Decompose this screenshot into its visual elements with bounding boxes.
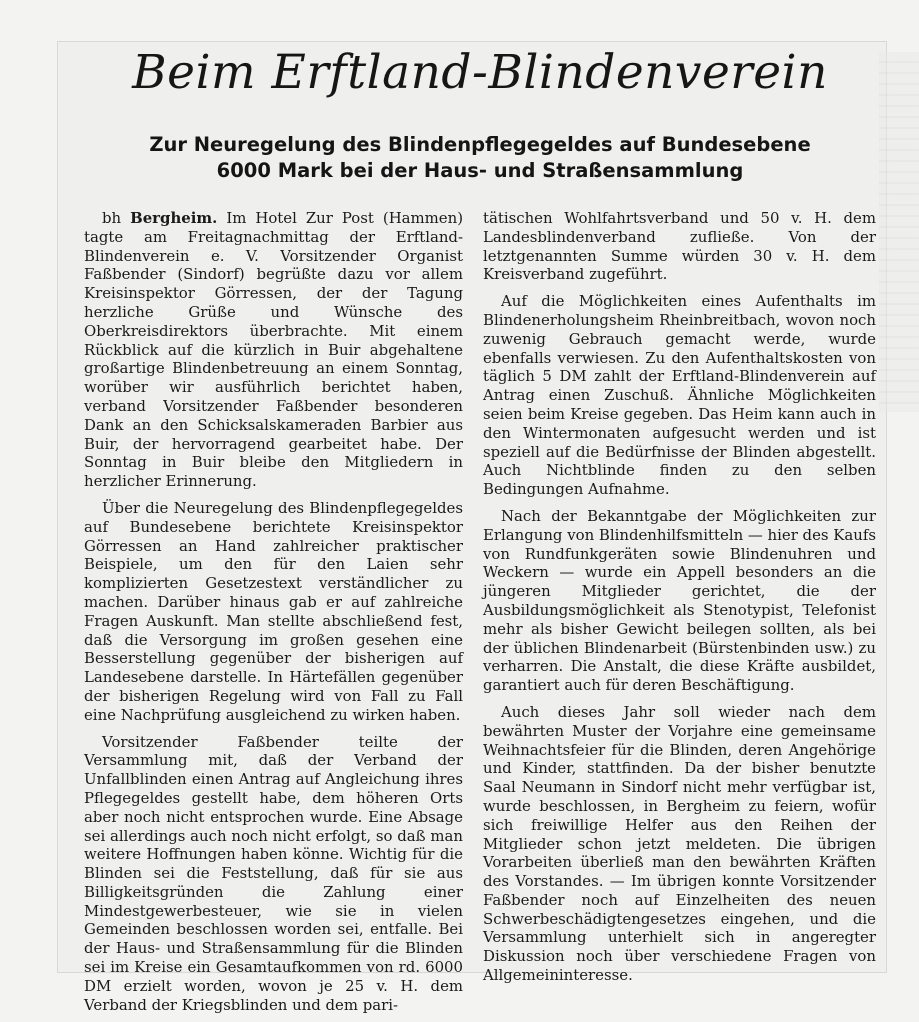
byline: bh <box>102 209 122 227</box>
paragraph-text: Im Hotel Zur Post (Hammen) tagte am Freitagnachmittag der Erftland-Blindenverein e. V. Vorsitzender Organist Faßbender (Sindorf) begrüßte dazu vor allem Kreisinspektor Görressen, der der Tagung herzliche Grüße und Wünsche des Oberkreisdirektors überbrachte. Mit einem Rückblick auf die kürzlich in Buir abgehaltene großartige Blindenbetreuung an einem Sonntag, worüber wir ausführlich berichtet haben, verband Vorsitzender Faßbender besonderen Dank an den Schicksalskameraden Barbier aus Buir, der hervorragend gearbeitet habe. Der Sonntag in Buir bleibe den Mitgliedern in herzlicher Erinnerung. <box>84 209 464 491</box>
headline: Beim Erftland-Blindenverein <box>132 45 828 100</box>
subheading <box>110 132 850 185</box>
paragraph: Auch dieses Jahr soll wieder nach dem bewährten Muster der Vorjahre eine gemeinsame Weihnachtsfeier für die Blinden, deren Angehörige und Kinder, stattfinden. Da der bisher benutzte Saal Neumann in Sindorf nicht mehr verfügbar ist, wurde beschlossen, in Bergheim zu feiern, wofür sich freiwillige Helfer aus den Reihen der Mitglieder schon jetzt meldeten. Die übrigen Vorarbeiten überließ man den bewährten Kräften des Vorstandes. — Im übrigen konnte Vorsitzender Faßbender noch auf Einzelheiten des neuen Schwerbeschädigtengesetzes eingehen, und die Versammlung unterhielt sich in angeregter Diskussion noch über verschiedene Fragen von Allgemeininteresse. <box>483 702 876 985</box>
paragraph: Auf die Möglichkeiten eines Aufenthalts im Blindenerholungsheim Rheinbreitbach, wovon noch zuwenig Gebrauch gemacht werde, wurde ebenfalls verwiesen. Zu den Aufenthaltskosten von täglich 5 DM zahlt der Erftland-Blindenverein auf Antrag einen Zuschuß. Ähnliche Möglichkeiten seien beim Kreise gegeben. Das Heim kann auch in den Wintermonaten aufgesucht werden und ist speziell auf die Bedürfnisse der Blinden abgestellt. Auch Nichtblinde finden zu den selben Bedingungen Aufnahme. <box>483 292 876 499</box>
dateline: Bergheim. <box>130 209 218 227</box>
article-column-right <box>483 209 876 993</box>
paragraph: tätischen Wohlfahrtsverband und 50 v. H. dem Landesblindenverband zufließe. Von der letztgenannten Summe würden 30 v. H. dem Kreisverband zugeführt. <box>483 209 876 284</box>
paragraph <box>84 209 463 491</box>
subheading-line-1: Zur Neuregelung des Blindenpflegegeldes auf Bundesebene <box>149 133 811 156</box>
paragraph: Nach der Bekanntgabe der Möglichkeiten zur Erlangung von Blindenhilfsmitteln — hier des Kaufs von Rundfunkgeräten sowie Blindenuhren und Weckern — wurde ein Appell besonders an die jüngeren Mitglieder gerichtet, die der Ausbildungsmöglichkeit als Stenotypist, Telefonist mehr als bisher Gewicht beilegen sollten, als bei der üblichen Blindenarbeit (Bürstenbinden usw.) zu verharren. Die Anstalt, die diese Kräfte ausbildet, garantiert auch für deren Beschäftigung. <box>483 506 877 695</box>
paragraph: Vorsitzender Faßbender teilte der Versammlung mit, daß der Verband der Unfallblinden einen Antrag auf Angleichung ihres Pflegegeldes gestellt habe, dem höheren Orts aber noch nicht entsprochen wurde. Eine Absage sei allerdings auch noch nicht erfolgt, so daß man weitere Hoffnungen haben könne. Wichtig für die Blinden sei die Feststellung, daß für sie aus Billigkeitsgründen die Zahlung einer Mindestgewerbesteuer, wie sie in vielen Gemeinden beschlossen worden sei, entfalle. Bei der Haus- und Straßensammlung für die Blinden sei im Kreise ein Gesamtaufkommen von rd. 6000 DM erzielt worden, wovon je 25 v. H. dem Verband der Kriegsblinden und dem pari- <box>84 732 463 1014</box>
paragraph: Über die Neuregelung des Blindenpflegegeldes auf Bundesebene berichtete Kreisinspektor Görressen an Hand zahlreicher praktischer Beispiele, um den für den Laien sehr komplizierten Gesetzestext verständlicher zu machen. Darüber hinaus gab er auf zahlreiche Fragen Auskunft. Man stellte abschließend fest, daß die Versorgung im großen gesehen eine Besserstellung gegenüber der bisherigen auf Landesebene darstelle. In Härtefällen gegenüber der bisherigen Regelung wird von Fall zu Fall eine Nachprüfung ausgleichend zu wirken haben. <box>84 498 463 724</box>
adjacent-column-fragment <box>879 52 919 412</box>
article-column-left <box>84 209 463 1022</box>
subheading-line-2: 6000 Mark bei der Haus- und Straßensammlung <box>216 159 744 183</box>
